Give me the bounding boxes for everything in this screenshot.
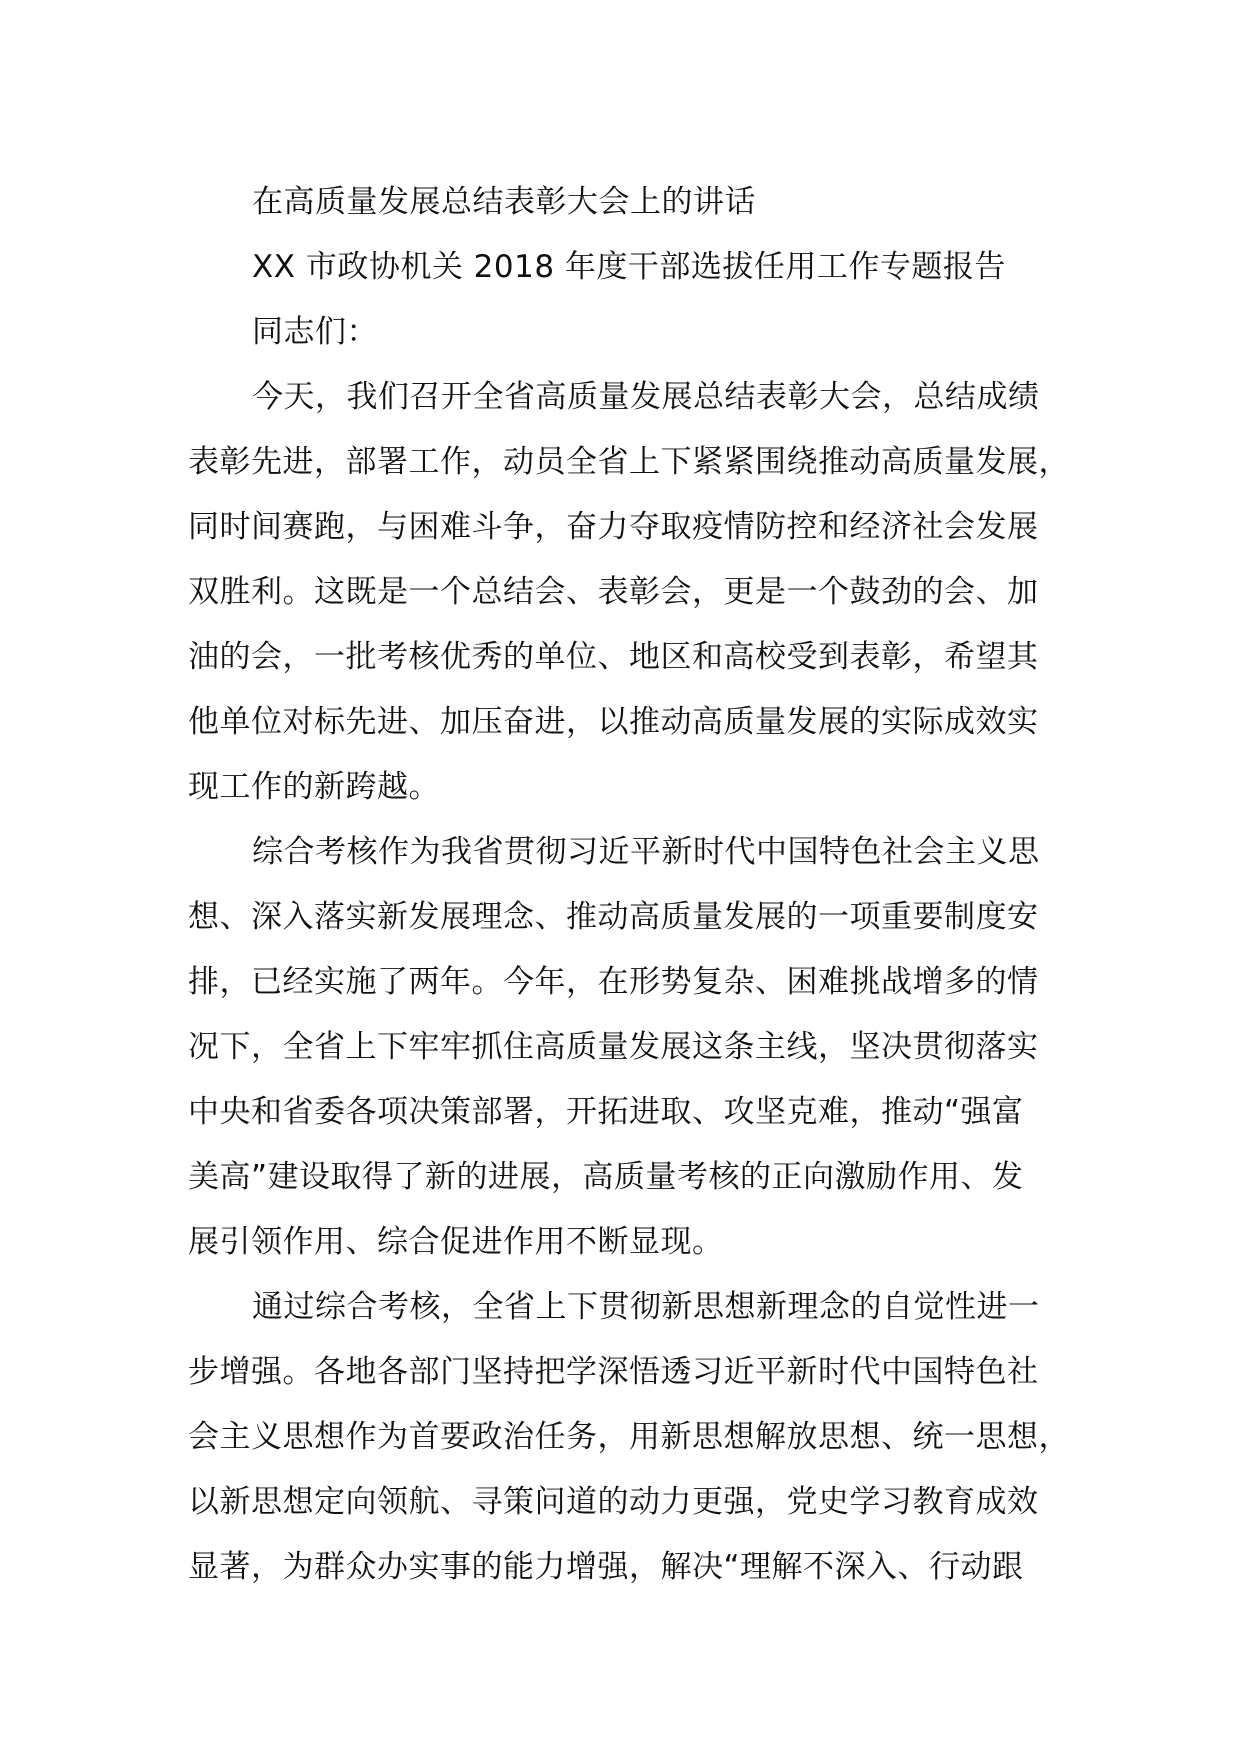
- document-title: 在高质量发展总结表彰大会上的讲话: [252, 184, 756, 220]
- paragraph-1-line-7: 现工作的新跨越。: [188, 769, 440, 805]
- paragraph-3-line-5: 显著，为群众办实事的能力增强，解决“理解不深入、行动跟: [188, 1549, 1024, 1585]
- paragraph-2-line-7: 展引领作用、综合促进作用不断显现。: [188, 1224, 724, 1260]
- paragraph-1-line-3: 同时间赛跑，与困难斗争，奋力夺取疫情防控和经济社会发展: [188, 509, 1039, 545]
- salutation: 同志们：: [252, 314, 378, 350]
- document-body: [188, 170, 1070, 1600]
- paragraph-2-line-5: 中央和省委各项决策部署，开拓进取、攻坚克难，推动“强富: [188, 1094, 1024, 1130]
- paragraph-1-line-5: 油的会，一批考核优秀的单位、地区和高校受到表彰，希望其: [188, 639, 1039, 675]
- paragraph-3-line-1: 通过综合考核，全省上下贯彻新思想新理念的自觉性进一: [252, 1289, 1040, 1325]
- paragraph-1-line-2: 表彰先进，部署工作，动员全省上下紧紧围绕推动高质量发展，: [188, 444, 1070, 480]
- paragraph-2-line-2: 想、深入落实新发展理念、推动高质量发展的一项重要制度安: [188, 899, 1039, 935]
- paragraph-1-line-4: 双胜利。这既是一个总结会、表彰会，更是一个鼓劲的会、加: [188, 574, 1039, 610]
- paragraph-3-line-4: 以新思想定向领航、寻策问道的动力更强，党史学习教育成效: [188, 1484, 1039, 1520]
- paragraph-1-line-1: 今天，我们召开全省高质量发展总结表彰大会，总结成绩: [252, 379, 1040, 415]
- paragraph-2-line-4: 况下，全省上下牢牢抓住高质量发展这条主线，坚决贯彻落实: [188, 1029, 1039, 1065]
- paragraph-1-line-6: 他单位对标先进、加压奋进，以推动高质量发展的实际成效实: [188, 704, 1039, 740]
- document-subtitle: XX 市政协机关 2018 年度干部选拔任用工作专题报告: [252, 249, 1006, 285]
- paragraph-2-line-1: 综合考核作为我省贯彻习近平新时代中国特色社会主义思: [252, 834, 1040, 870]
- paragraph-2-line-3: 排，已经实施了两年。今年，在形势复杂、困难挑战增多的情: [188, 964, 1039, 1000]
- paragraph-3-line-2: 步增强。各地各部门坚持把学深悟透习近平新时代中国特色社: [188, 1354, 1039, 1390]
- paragraph-3-line-3: 会主义思想作为首要政治任务，用新思想解放思想、统一思想，: [188, 1419, 1070, 1455]
- paragraph-2-line-6: 美高”建设取得了新的进展，高质量考核的正向激励作用、发: [188, 1159, 1024, 1195]
